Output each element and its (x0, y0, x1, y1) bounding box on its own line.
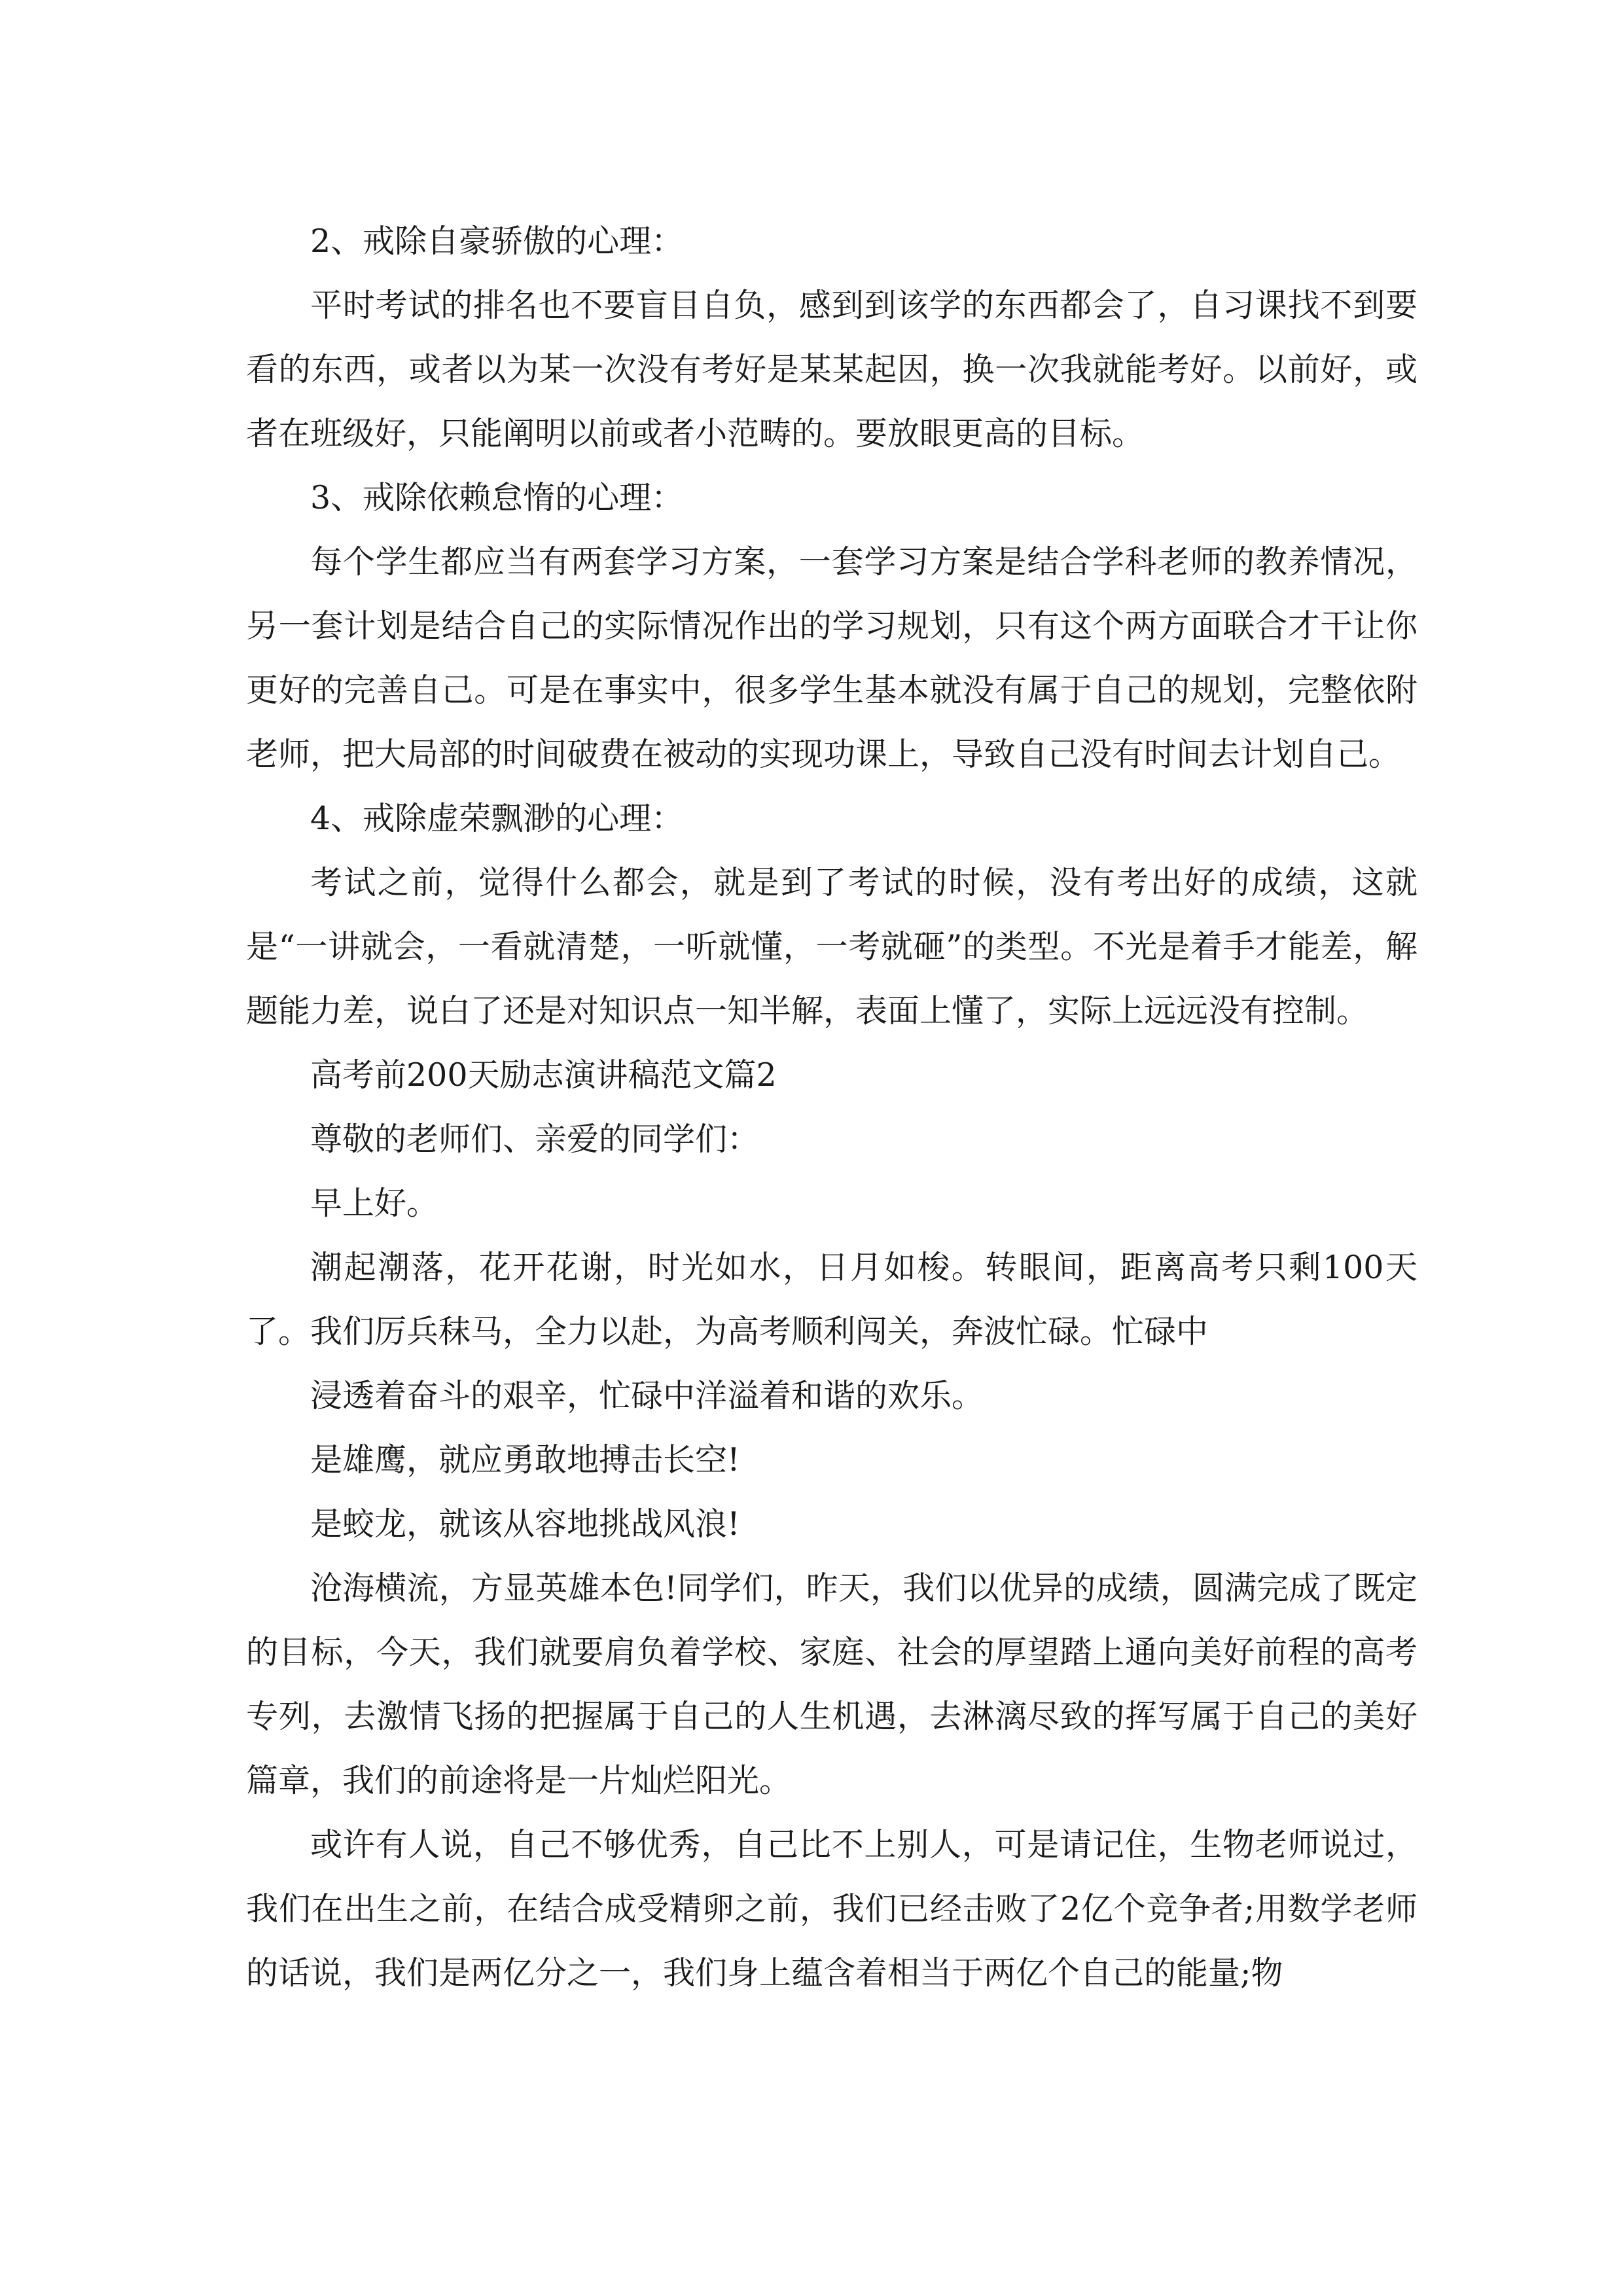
greeting: 早上好。 (310, 1185, 439, 1222)
paragraph: 是蛟龙，就该从容地挑战风浪! (310, 1505, 740, 1543)
paragraph: 沧海横流，方显英雄本色!同学们，昨天，我们以优异的成绩，圆满完成了既定的目标，今天，我们就要肩负着学校、家庭、社会的厚望踏上通向美好前程的高考专列，去激情飞扬的把握属于自己的人生机遇，去淋漓尽致的挥写属于自己的美好篇章，我们的前途将是一片灿烂阳光。 (246, 1570, 1418, 1799)
paragraph: 潮起潮落，花开花谢，时光如水，日月如梭。转眼间，距离高考只剩100天了。我们厉兵秣马，全力以赴，为高考顺利闯关，奔波忙碌。忙碌中 (246, 1249, 1418, 1350)
paragraph: 是雄鹰，就应勇敢地搏击长空! (310, 1441, 740, 1479)
paragraph: 考试之前，觉得什么都会，就是到了考试的时候，没有考出好的成绩，这就是“一讲就会，一看就清楚，一听就懂，一考就砸”的类型。不光是着手才能差，解题能力差，说白了还是对知识点一知半解，表面上懂了，实际上远远没有控制。 (246, 864, 1418, 1030)
paragraph: 平时考试的排名也不要盲目自负，感到到该学的东西都会了，自习课找不到要看的东西，或者以为某一次没有考好是某某起因，换一次我就能考好。以前好，或者在班级好，只能阐明以前或者小范畴的。要放眼更高的目标。 (246, 287, 1418, 452)
salutation: 尊敬的老师们、亲爱的同学们： (310, 1121, 760, 1158)
heading-point-3: 3、戒除依赖怠惰的心理： (310, 479, 684, 516)
section-title: 高考前200天励志演讲稿范文篇2 (310, 1056, 777, 1094)
heading-point-4: 4、戒除虚荣飘渺的心理： (310, 800, 684, 837)
heading-point-2: 2、戒除自豪骄傲的心理： (310, 223, 684, 260)
body-text (246, 209, 1418, 2005)
paragraph: 或许有人说，自己不够优秀，自己比不上别人，可是请记住，生物老师说过，我们在出生之前，在结合成受精卵之前，我们已经击败了2亿个竞争者;用数学老师的话说，我们是两亿分之一，我们身上蕴含着相当于两亿个自己的能量;物 (246, 1826, 1418, 1992)
paragraph: 每个学生都应当有两套学习方案，一套学习方案是结合学科老师的教养情况，另一套计划是结合自己的实际情况作出的学习规划，只有这个两方面联合才干让你更好的完善自己。可是在事实中，很多学生基本就没有属于自己的规划，完整依附老师，把大局部的时间破费在被动的实现功课上，导致自己没有时间去计划自己。 (246, 543, 1418, 773)
paragraph: 浸透着奋斗的艰辛，忙碌中洋溢着和谐的欢乐。 (310, 1377, 984, 1414)
